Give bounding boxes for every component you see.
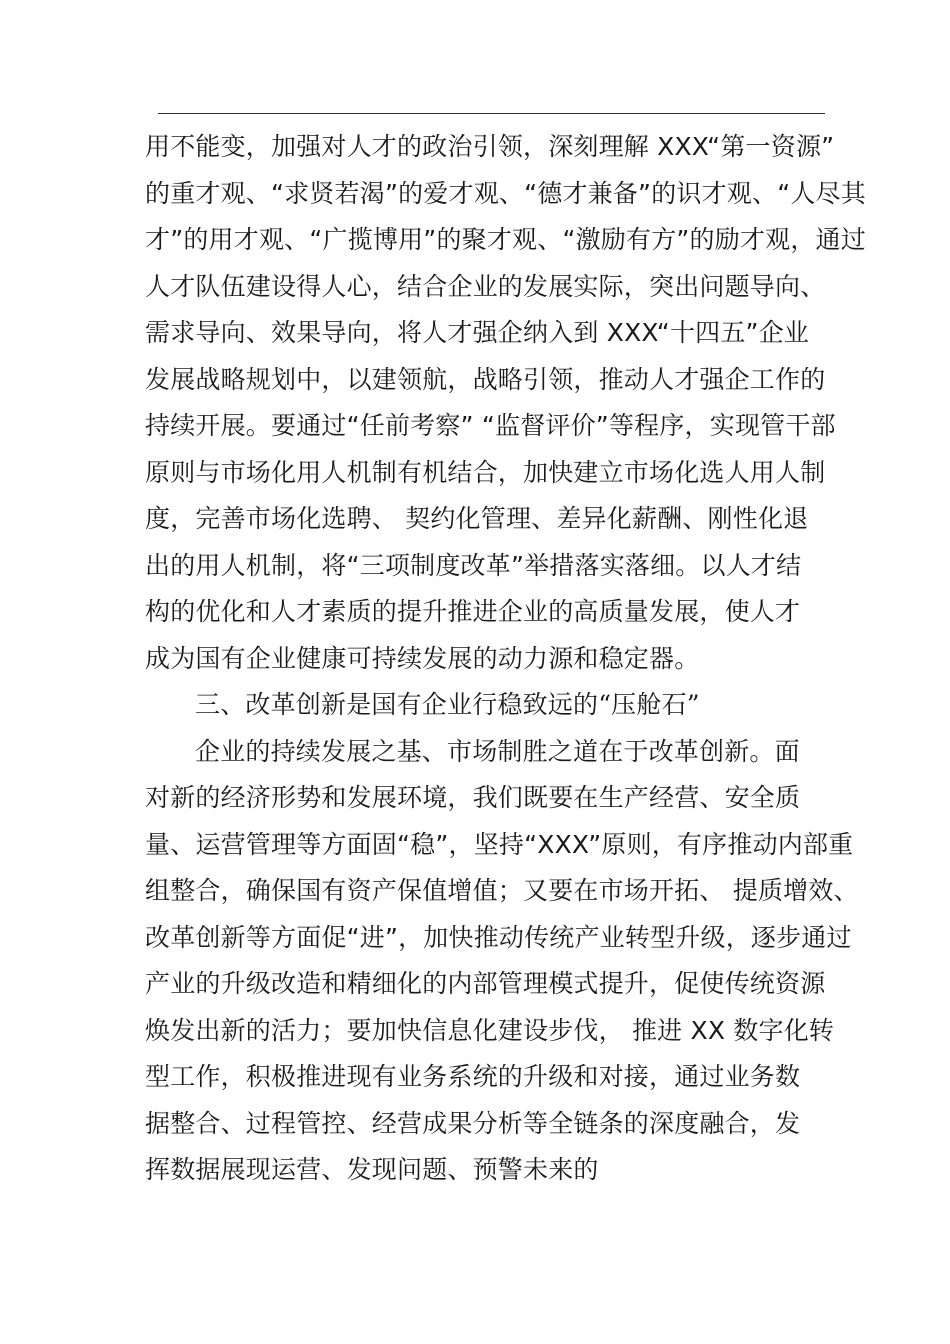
paragraph-line: 企业的持续发展之基、市场制胜之道在于改革创新。面 (195, 736, 800, 766)
header-rule (158, 113, 825, 114)
section-heading: 三、改革创新是国有企业行稳致远的“压舱石” (195, 690, 700, 719)
paragraph-line: 持续开展。要通过“任前考察” “监督评价”等程序，实现管干部 (145, 411, 836, 440)
paragraph-line: 度，完善市场化选聘、 契约化管理、差异化薪酬、刚性化退 (145, 504, 809, 533)
paragraph-line: 原则与市场化用人机制有机结合，加快建立市场化选人用人制 (145, 457, 826, 487)
paragraph-line: 需求导向、效果导向，将人才强企纳入到 XXX“十四五”企业 (145, 318, 810, 347)
paragraph-line: 构的优化和人才素质的提升推进企业的高质量发展，使人才 (145, 597, 801, 626)
paragraph-line: 型工作，积极推进现有业务系统的升级和对接，通过业务数 (145, 1062, 801, 1091)
paragraph-line: 出的用人机制，将“三项制度改革”举措落实落细。以人才结 (145, 550, 802, 580)
paragraph-line: 成为国有企业健康可持续发展的动力源和稳定器。 (145, 643, 700, 673)
body-text (145, 124, 866, 1194)
paragraph-line: 改革创新等方面促“进”，加快推动传统产业转型升级，逐步通过 (145, 922, 852, 952)
paragraph-line: 对新的经济形势和发展环境，我们既要在生产经营、安全质 (145, 783, 801, 812)
paragraph-line: 组整合，确保国有资产保值增值；又要在市场开拓、 提质增效、 (145, 876, 859, 905)
paragraph-line: 的重才观、“求贤若渴”的爱才观、“德才兼备”的识才观、“人尽其 (145, 178, 866, 208)
paragraph-line: 挥数据展现运营、发现问题、预警未来的 (145, 1155, 599, 1184)
paragraph-line: 人才队伍建设得人心，结合企业的发展实际，突出问题导向、 (145, 271, 826, 301)
paragraph-line: 产业的升级改造和精细化的内部管理模式提升，促使传统资源 (145, 969, 826, 998)
paragraph-line: 才”的用才观、“广揽博用”的聚才观、“激励有方”的励才观，通过 (145, 225, 866, 254)
paragraph-line: 焕发出新的活力；要加快信息化建设步伐， 推进 XX 数字化转 (145, 1015, 835, 1045)
paragraph-line: 发展战略规划中，以建领航，战略引领，推动人才强企工作的 (145, 364, 826, 394)
paragraph-line: 据整合、过程管控、经营成果分析等全链条的深度融合，发 (145, 1108, 801, 1138)
paragraph-line: 用不能变，加强对人才的政治引领，深刻理解 XXX“第一资源” (145, 132, 835, 161)
paragraph-line: 量、运营管理等方面固“稳”，坚持“XXX”原则，有序推动内部重 (145, 829, 854, 859)
